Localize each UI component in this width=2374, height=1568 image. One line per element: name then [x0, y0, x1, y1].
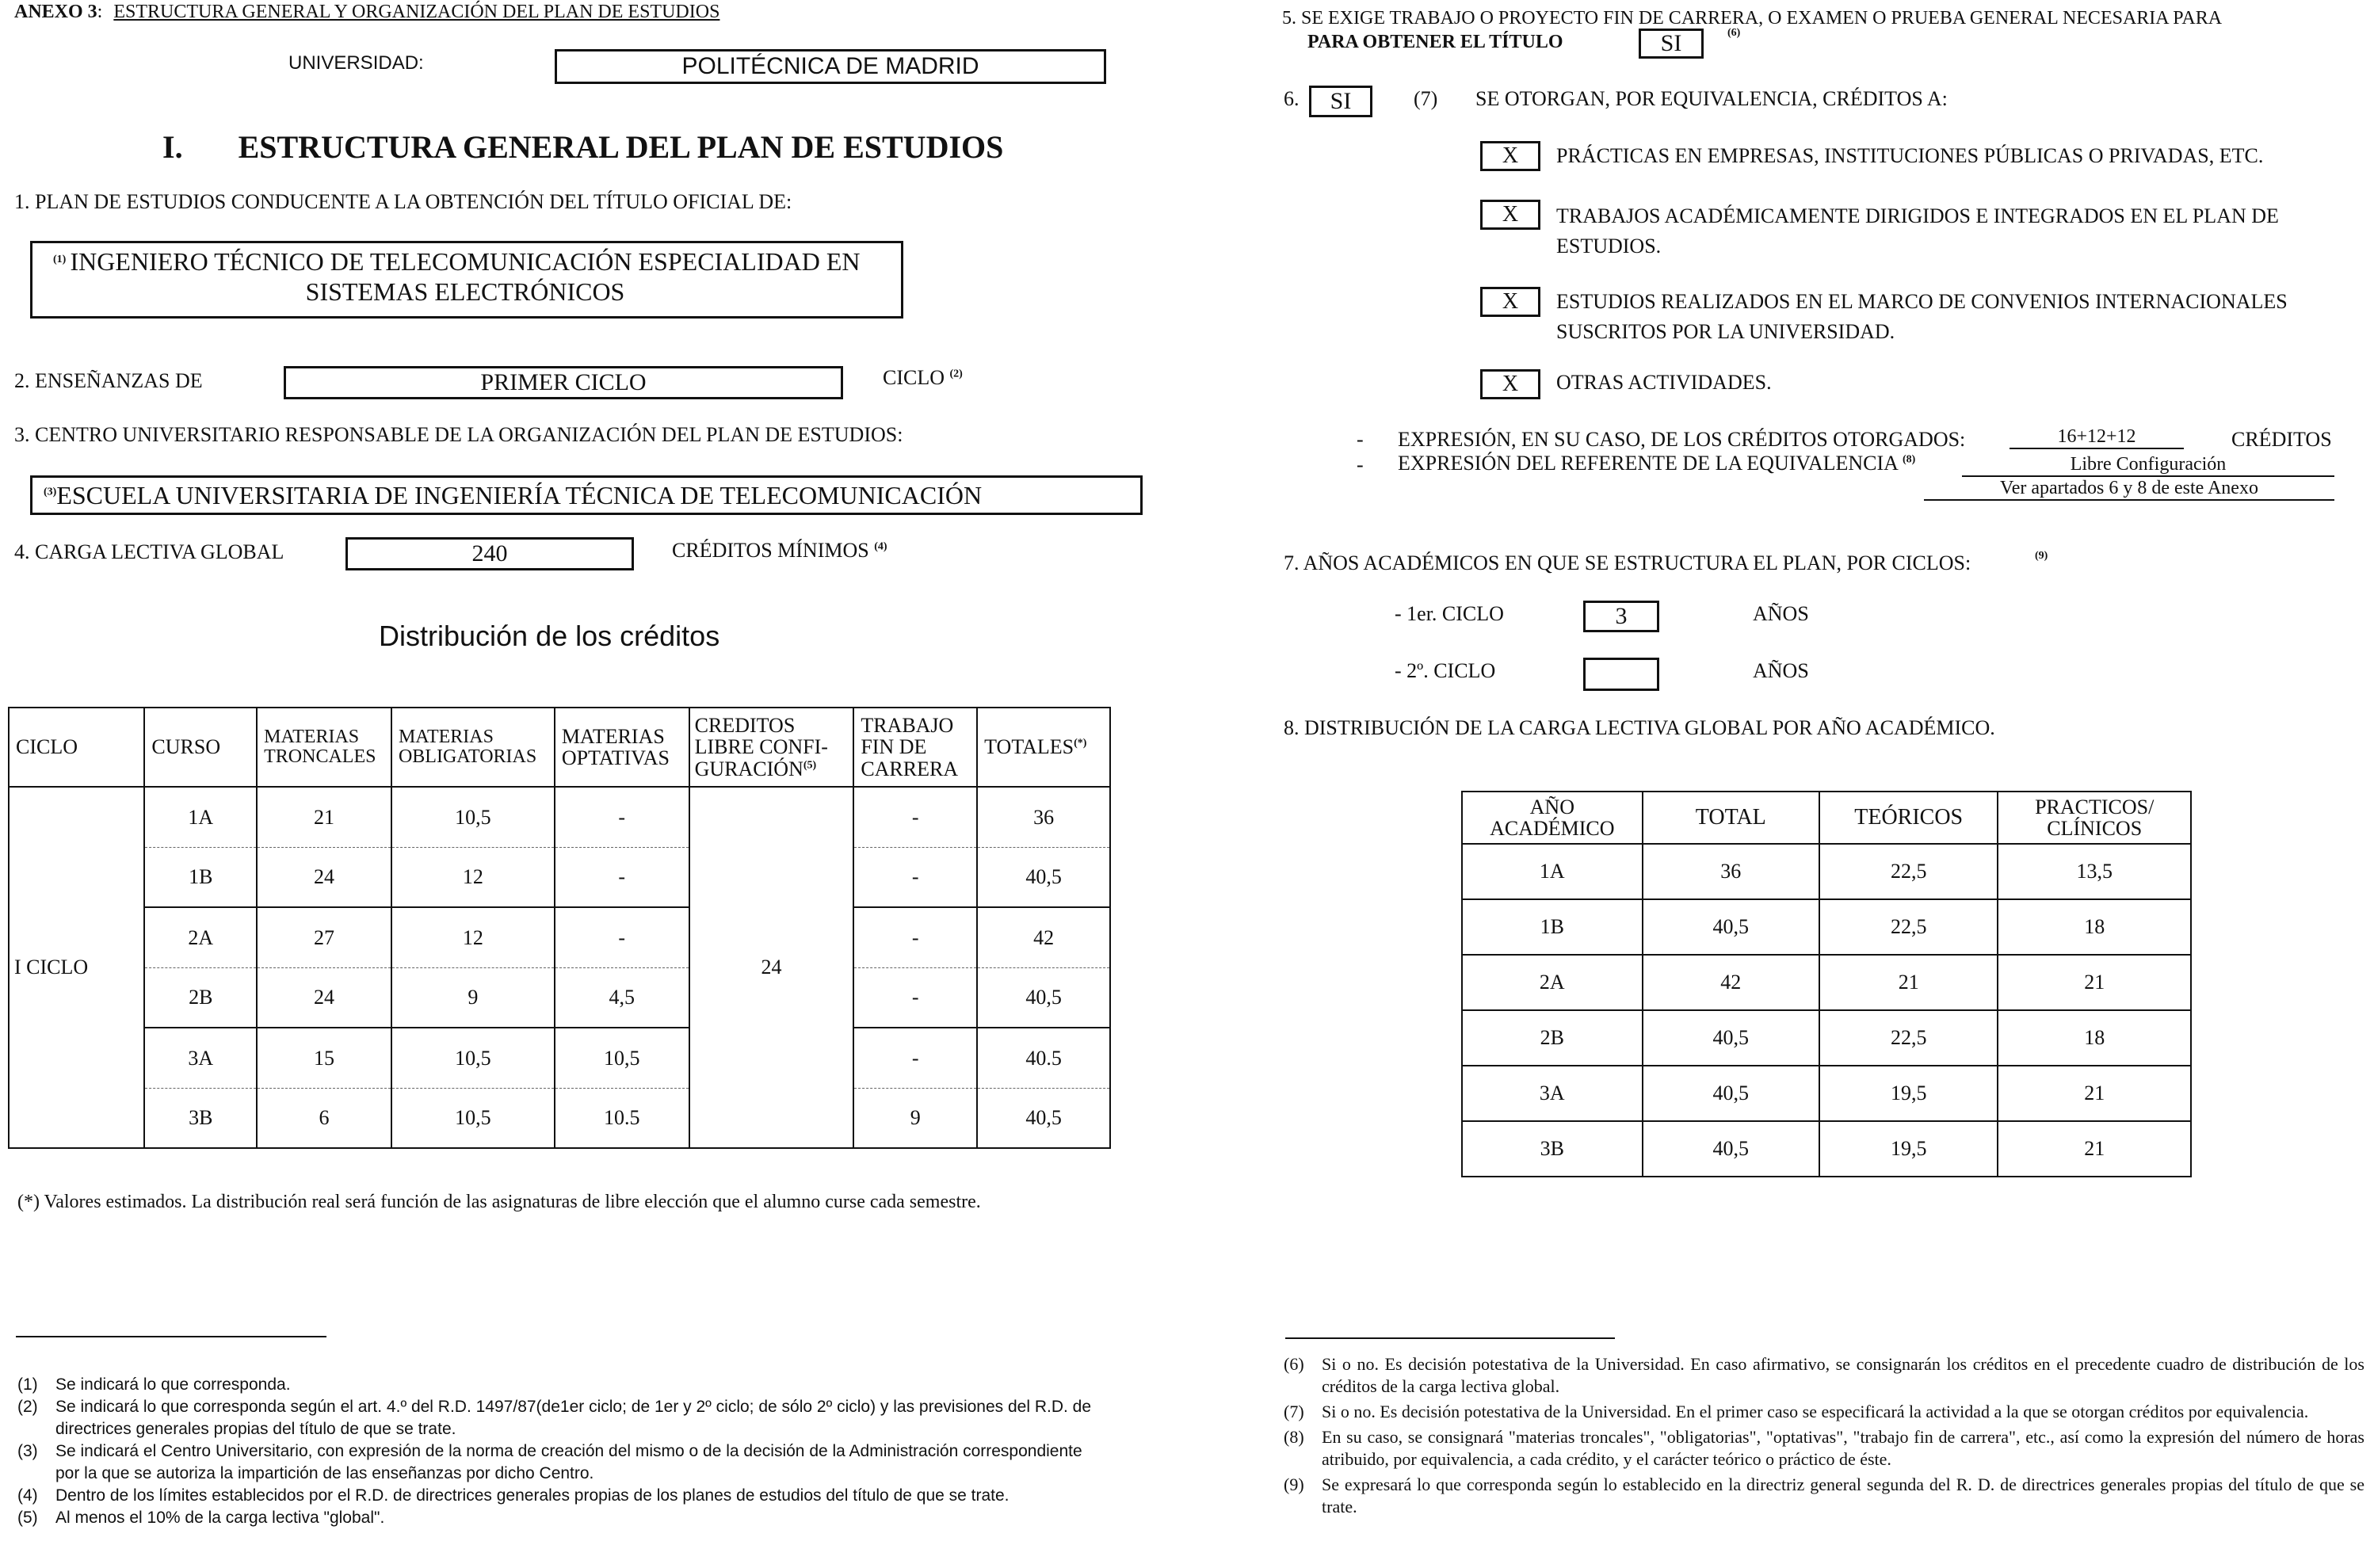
th-libre: CREDITOS LIBRE CONFI- GURACIÓN$^{(5)}$ — [689, 708, 854, 787]
table-row — [1462, 844, 2191, 899]
footnote-item: (4) Dentro de los límites establecidos por el R.D. de directrices generales propias de los planes de estudios del título de que se trate. — [17, 1486, 1010, 1505]
footnote-item: (2) Se indicará lo que corresponda según el art. 4.º del R.D. 1497/87(de1er ciclo; de 1er y 2º ciclo; de sólo 2º ciclo) y las previsiones del R.D. de directrices generales propias del título de que se trate. — [17, 1398, 1092, 1438]
cell-ano: 2A — [1462, 955, 1643, 1010]
cell-obligatorias: 12 — [391, 847, 555, 907]
cell-obligatorias: 10,5 — [391, 787, 555, 847]
section-8-label: 8. DISTRIBUCIÓN DE LA CARGA LECTIVA GLOBAL POR AÑO ACADÉMICO. — [1284, 716, 1995, 739]
libre-cell: 24 — [689, 787, 854, 1148]
expr2-value1: Libre Configuración — [1962, 453, 2334, 477]
th-optativas: MATERIAS OPTATIVAS — [555, 708, 689, 787]
footnote-divider — [16, 1336, 326, 1337]
section-6-value: SI — [1330, 88, 1352, 114]
cell-total: 36 — [977, 787, 1110, 847]
center-value: ESCUELA UNIVERSITARIA DE INGENIERÍA TÉCNICA DE TELECOMUNICACIÓN — [56, 481, 983, 509]
table-row — [9, 787, 1110, 847]
section-7-label: 7. AÑOS ACADÉMICOS EN QUE SE ESTRUCTURA EL PLAN, POR CICLOS: — [1284, 551, 1971, 574]
footnote-item: (6) Si o no. Es decisión potestativa de la Universidad. En caso afirmativo, se consignarán los créditos en el precedente cuadro de distribución de los créditos de la carga lectiva global. — [1284, 1354, 2364, 1396]
cell-ano: 3B — [1462, 1121, 1643, 1177]
cell-total: 42 — [977, 907, 1110, 967]
th-totales: TOTALES(*) — [977, 708, 1110, 787]
cell-ano: 1B — [1462, 899, 1643, 955]
table-row — [1462, 1066, 2191, 1121]
first-cycle-label: - 1er. CICLO — [1395, 602, 1504, 625]
cell-troncales: 24 — [257, 967, 391, 1028]
section-4-label: 4. CARGA LECTIVA GLOBAL — [14, 540, 284, 563]
expr2-value2: Ver apartados 6 y 8 de este Anexo — [1924, 477, 2334, 501]
center-note: (3) — [44, 486, 57, 498]
cell-total: 40,5 — [977, 1088, 1110, 1148]
cell-curso: 2A — [144, 907, 257, 967]
estimate-note: (*) Valores estimados. La distribución real será función de las asignaturas de libre elección que el alumno curse cada semestre. — [17, 1192, 981, 1212]
expr1-label: EXPRESIÓN, EN SU CASO, DE LOS CRÉDITOS OTORGADOS: — [1398, 428, 1966, 451]
cell-obligatorias: 10,5 — [391, 1028, 555, 1088]
cell-curso: 1A — [144, 787, 257, 847]
cell-teoricos: 22,5 — [1819, 1010, 1998, 1066]
load-field — [345, 537, 634, 570]
footnote-item: (8) En su caso, se consignará "materias troncales", "obligatorias", "optativas", "trabajo fin de carrera", etc., así como la expresión del número de horas atribuido, por equivalencia, a cada crédito, y el carácter teórico o práctico de éste. — [1284, 1427, 2364, 1469]
university-field — [555, 49, 1106, 84]
footnotes-left — [17, 1374, 1105, 1529]
center-field — [30, 475, 1143, 515]
cell-trabajo: 9 — [853, 1088, 977, 1148]
cell-obligatorias: 12 — [391, 907, 555, 967]
section-1-label: 1. PLAN DE ESTUDIOS CONDUCENTE A LA OBTENCIÓN DEL TÍTULO OFICIAL DE: — [14, 190, 792, 213]
university-label: UNIVERSIDAD: — [288, 52, 424, 74]
title-value-line2: SISTEMAS ELECTRÓNICOS — [305, 277, 625, 306]
cell-trabajo: - — [853, 1028, 977, 1088]
cell-trabajo: - — [853, 847, 977, 907]
cell-optativas: - — [555, 847, 689, 907]
cell-trabajo: - — [853, 967, 977, 1028]
cycle-note: (2) — [949, 368, 963, 380]
table-row — [9, 1088, 1110, 1148]
th-obligatorias: MATERIAS OBLIGATORIAS — [391, 708, 555, 787]
th-troncales: MATERIAS TRONCALES — [257, 708, 391, 787]
title-value-line1: INGENIERO TÉCNICO DE TELECOMUNICACIÓN ESPECIALIDAD EN — [70, 247, 861, 276]
checkbox-convenios[interactable]: X — [1480, 287, 1540, 317]
first-cycle-field — [1583, 601, 1659, 632]
cell-trabajo: - — [853, 787, 977, 847]
distribution-title: Distribución de los créditos — [379, 620, 720, 652]
cell-optativas: 10.5 — [555, 1088, 689, 1148]
section-5-value: SI — [1660, 30, 1682, 56]
expr1-bullet: - — [1357, 428, 1364, 451]
cell-practicos: 18 — [1998, 1010, 2191, 1066]
cell-optativas: 4,5 — [555, 967, 689, 1028]
cell-teoricos: 19,5 — [1819, 1121, 1998, 1177]
footnote-item: (9) Se expresará lo que corresponda según lo establecido en la directriz general segunda del R. D. de directrices generales propias del título de que se trate. — [1284, 1475, 2364, 1516]
cell-troncales: 15 — [257, 1028, 391, 1088]
table-row — [9, 847, 1110, 907]
year-load-table — [1461, 791, 2192, 1177]
cell-curso: 3B — [144, 1088, 257, 1148]
cell-curso: 2B — [144, 967, 257, 1028]
cell-total: 40,5 — [1643, 1010, 1819, 1066]
annex-title: ESTRUCTURA GENERAL Y ORGANIZACIÓN DEL PLAN DE ESTUDIOS — [113, 2, 720, 22]
first-cycle-unit: AÑOS — [1753, 602, 1809, 625]
cell-troncales: 24 — [257, 847, 391, 907]
footnote-item: (3) Se indicará el Centro Universitario, con expresión de la norma de creación del mismo o de la decisión de la Administración correspondiente por la que se autoriza la impartición de las enseñanzas por dicho Centro. — [17, 1442, 1082, 1482]
cycle-suffix-text: CICLO — [883, 366, 945, 389]
section-3-label: 3. CENTRO UNIVERSITARIO RESPONSABLE DE LA ORGANIZACIÓN DEL PLAN DE ESTUDIOS: — [14, 423, 903, 446]
cell-practicos: 18 — [1998, 899, 2191, 955]
footnote-item: (1) Se indicará lo que corresponda. — [17, 1375, 291, 1394]
th-ano: AÑO ACADÉMICO — [1462, 792, 1643, 844]
section-7-note: (9) — [2035, 550, 2048, 562]
university-value: POLITÉCNICA DE MADRID — [681, 53, 979, 79]
expr1-suffix: CRÉDITOS — [2231, 428, 2332, 451]
cell-teoricos: 21 — [1819, 955, 1998, 1010]
cell-troncales: 27 — [257, 907, 391, 967]
table-row — [9, 967, 1110, 1028]
credits-min-note: (4) — [874, 540, 887, 553]
annex-label: ANEXO 3 — [14, 2, 97, 22]
cell-total: 40,5 — [1643, 1066, 1819, 1121]
cell-ano: 2B — [1462, 1010, 1643, 1066]
cell-teoricos: 22,5 — [1819, 899, 1998, 955]
check-label-trabajos: TRABAJOS ACADÉMICAMENTE DIRIGIDOS E INTEGRADOS EN EL PLAN DE ESTUDIOS. — [1556, 204, 2279, 258]
annex-header — [14, 2, 719, 23]
cell-ano: 1A — [1462, 844, 1643, 899]
cell-practicos: 21 — [1998, 955, 2191, 1010]
check-label-convenios: ESTUDIOS REALIZADOS EN EL MARCO DE CONVENIOS INTERNACIONALES SUSCRITOS POR LA UNIVERSIDAD. — [1556, 290, 2288, 343]
th-practicos: PRACTICOS/ CLÍNICOS — [1998, 792, 2191, 844]
credits-min-text: CRÉDITOS MÍNIMOS — [672, 539, 869, 562]
checkbox-otras[interactable]: X — [1480, 369, 1540, 399]
cell-total: 36 — [1643, 844, 1819, 899]
th-curso: CURSO — [144, 708, 257, 787]
cell-total: 40,5 — [977, 847, 1110, 907]
second-cycle-label: - 2º. CICLO — [1395, 659, 1496, 682]
cell-optativas: 10,5 — [555, 1028, 689, 1088]
cell-troncales: 6 — [257, 1088, 391, 1148]
main-title — [162, 128, 1003, 166]
section-6-note: (7) — [1414, 87, 1438, 110]
section-6-label: SE OTORGAN, POR EQUIVALENCIA, CRÉDITOS A: — [1475, 87, 1948, 110]
check-label-otras: OTRAS ACTIVIDADES. — [1556, 371, 1772, 394]
cycle-suffix — [883, 366, 963, 390]
cell-total: 40,5 — [977, 967, 1110, 1028]
footnote-divider-right — [1285, 1337, 1615, 1339]
table-row — [1462, 1010, 2191, 1066]
expr2-bullet: - — [1357, 453, 1364, 476]
cell-total: 40,5 — [1643, 1121, 1819, 1177]
section-6-num: 6. — [1284, 87, 1300, 110]
cell-practicos: 21 — [1998, 1066, 2191, 1121]
table-row — [1462, 1121, 2191, 1177]
annex-sep: : — [97, 2, 103, 22]
cell-total: 40,5 — [1643, 899, 1819, 955]
section-2-label: 2. ENSEÑANZAS DE — [14, 369, 203, 392]
section-6-field — [1309, 86, 1372, 117]
section-5-field — [1639, 29, 1704, 59]
cell-curso: 1B — [144, 847, 257, 907]
checkbox-practicas[interactable]: X — [1480, 141, 1540, 171]
cell-troncales: 21 — [257, 787, 391, 847]
main-title-num: I. — [162, 129, 183, 165]
checkbox-trabajos[interactable]: X — [1480, 200, 1540, 230]
cell-total: 42 — [1643, 955, 1819, 1010]
load-value: 240 — [471, 540, 508, 567]
check-label-practicas: PRÁCTICAS EN EMPRESAS, INSTITUCIONES PÚBLICAS O PRIVADAS, ETC. — [1556, 144, 2264, 167]
section-5-line1: 5. SE EXIGE TRABAJO O PROYECTO FIN DE CARRERA, O EXAMEN O PRUEBA GENERAL NECESARIA PARA — [1282, 8, 2223, 29]
expr1-value: 16+12+12 — [2010, 426, 2184, 449]
cell-practicos: 21 — [1998, 1121, 2191, 1177]
table-row — [1462, 955, 2191, 1010]
cell-total: 40.5 — [977, 1028, 1110, 1088]
section-5-line2: PARA OBTENER EL TÍTULO — [1307, 32, 1563, 52]
th-teoricos: TEÓRICOS — [1819, 792, 1998, 844]
cell-optativas: - — [555, 907, 689, 967]
expr2-label: EXPRESIÓN DEL REFERENTE DE LA EQUIVALENCIA $^{(8)}$ — [1398, 452, 1916, 475]
cell-optativas: - — [555, 787, 689, 847]
title-note: (1) — [53, 254, 67, 265]
cell-curso: 3A — [144, 1028, 257, 1088]
cell-ano: 3A — [1462, 1066, 1643, 1121]
th-total: TOTAL — [1643, 792, 1819, 844]
th-trabajo: TRABAJO FIN DE CARRERA — [853, 708, 977, 787]
section-5 — [1282, 6, 2363, 54]
cell-obligatorias: 10,5 — [391, 1088, 555, 1148]
second-cycle-field — [1583, 658, 1659, 691]
cell-trabajo: - — [853, 907, 977, 967]
footnote-item: (5) Al menos el 10% de la carga lectiva "global". — [17, 1509, 385, 1527]
credits-min-suffix — [672, 539, 887, 563]
teaching-cycle-field — [284, 366, 843, 399]
table-row — [9, 907, 1110, 967]
th-ciclo: CICLO — [9, 708, 144, 787]
cell-teoricos: 19,5 — [1819, 1066, 1998, 1121]
second-cycle-unit: AÑOS — [1753, 659, 1809, 682]
teaching-cycle-value: PRIMER CICLO — [480, 369, 647, 395]
footnote-item: (7) Si o no. Es decisión potestativa de la Universidad. En el primer caso se especificará la actividad a la que se otorgan créditos por equivalencia. — [1284, 1402, 2309, 1421]
footnotes-right — [1284, 1353, 2364, 1518]
cell-practicos: 13,5 — [1998, 844, 2191, 899]
cell-teoricos: 22,5 — [1819, 844, 1998, 899]
table-row — [1462, 899, 2191, 955]
ciclo-cell: I CICLO — [9, 787, 144, 1148]
cell-obligatorias: 9 — [391, 967, 555, 1028]
first-cycle-value: 3 — [1615, 603, 1628, 629]
credits-distribution-table — [8, 707, 1111, 1149]
title-field — [30, 241, 903, 319]
section-5-note: (6) — [1727, 27, 1741, 39]
main-title-text: ESTRUCTURA GENERAL DEL PLAN DE ESTUDIOS — [238, 129, 1004, 165]
table-row — [9, 1028, 1110, 1088]
